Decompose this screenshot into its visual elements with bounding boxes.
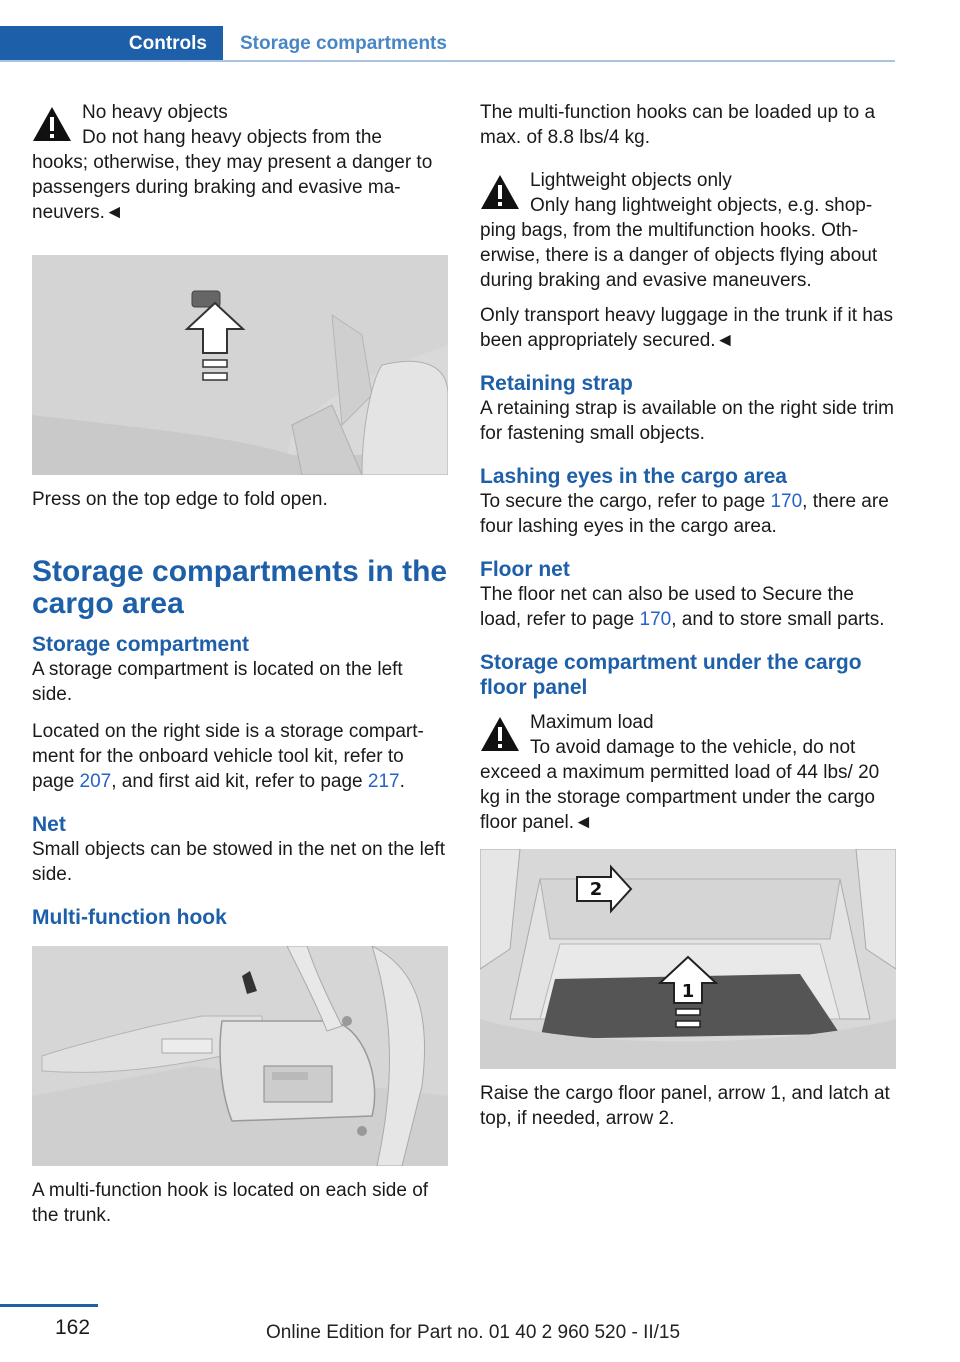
page-link[interactable]: 170 (639, 609, 672, 630)
warning-icon (480, 174, 520, 210)
footer-divider (0, 1304, 98, 1307)
subheading-storage-compartment: Storage compartment (32, 633, 250, 656)
warning-text-first-line: Do not hang heavy objects from the (82, 127, 382, 148)
page-number: 162 (55, 1316, 91, 1339)
paragraph: A retaining strap is available on the right side trim for fastening small objects. (480, 398, 894, 444)
warning-text-first-line: Only hang lightweight objects, e.g. shop‐ (530, 195, 873, 216)
subheading-multi-function-hook: Multi-function hook (32, 906, 227, 929)
left-column (32, 100, 448, 1240)
edition-footer: Online Edition for Part no. 01 40 2 960 520 - II/15 (266, 1322, 681, 1343)
section-title[interactable]: Storage compartments (240, 33, 447, 54)
warning-lightweight-objects (480, 168, 896, 293)
paragraph-floor-net: The floor net can also be used to Secure the load, refer to page 170, and to store small parts. (480, 584, 885, 630)
paragraph: The multi-function hooks can be loaded up to a max. of 8.8 lbs/4 kg. (480, 102, 876, 148)
figure-caption: Raise the cargo floor panel, arrow 1, and latch at top, if needed, arrow 2. (480, 1083, 890, 1129)
warning-maximum-load (480, 710, 896, 835)
warning-icon (32, 106, 72, 142)
subheading-under-floor-storage: Storage compartment under the cargo floor panel (480, 651, 862, 699)
warning-title: Maximum load (530, 712, 654, 733)
paragraph: Only transport heavy luggage in the trunk if it has been appropriately secured.◄ (480, 305, 893, 351)
warning-text: exceed a maximum permitted load of 44 lbs/ 20 kg in the storage compartment under the cargo floor panel.◄ (480, 762, 880, 833)
figure-caption: Press on the top edge to fold open. (32, 489, 328, 510)
page-link[interactable]: 170 (770, 491, 803, 512)
trunk-hook-figure (32, 946, 448, 1166)
headliner-hook-figure (32, 255, 448, 475)
warning-heavy-objects (32, 100, 448, 225)
page-link[interactable]: 207 (79, 771, 112, 792)
warning-icon (480, 716, 520, 752)
paragraph-tool-kit: Located on the right side is a storage compart‐ment for the onboard vehicle tool kit, refer to page 207, and first aid kit, refer to page 217. (32, 721, 424, 792)
subheading-retaining-strap: Retaining strap (480, 372, 633, 395)
paragraph: A storage compartment is located on the left side. (32, 659, 403, 705)
warning-text: ping bags, from the multifunction hooks. Oth‐erwise, there is a danger of objects flying about during braking and evasive maneuvers. (480, 220, 878, 291)
chapter-label: Controls (128, 33, 207, 54)
arrow-1-label: 1 (681, 981, 695, 1002)
subheading-net: Net (32, 813, 66, 836)
paragraph: Small objects can be stowed in the net on the left side. (32, 839, 445, 885)
warning-title: Lightweight objects only (530, 170, 732, 191)
subheading-lashing-eyes: Lashing eyes in the cargo area (480, 465, 787, 488)
cargo-floor-figure (480, 849, 896, 1069)
figure-caption: A multi-function hook is located on each side of the trunk. (32, 1180, 429, 1226)
header-divider (0, 60, 895, 62)
warning-text: hooks; otherwise, they may present a danger to passengers during braking and evasive ma‐neuvers.◄ (32, 152, 433, 223)
chapter-tab[interactable] (0, 26, 223, 62)
page-link[interactable]: 217 (367, 771, 400, 792)
right-column (480, 100, 896, 1143)
paragraph-lashing-eyes: To secure the cargo, refer to page 170, there are four lashing eyes in the cargo area. (480, 491, 889, 537)
warning-text-first-line: To avoid damage to the vehicle, do not (530, 737, 856, 758)
warning-title: No heavy objects (82, 102, 228, 123)
arrow-2-label: 2 (589, 879, 603, 900)
section-heading: Storage compartments in the cargo area (32, 555, 448, 620)
subheading-floor-net: Floor net (480, 558, 570, 581)
